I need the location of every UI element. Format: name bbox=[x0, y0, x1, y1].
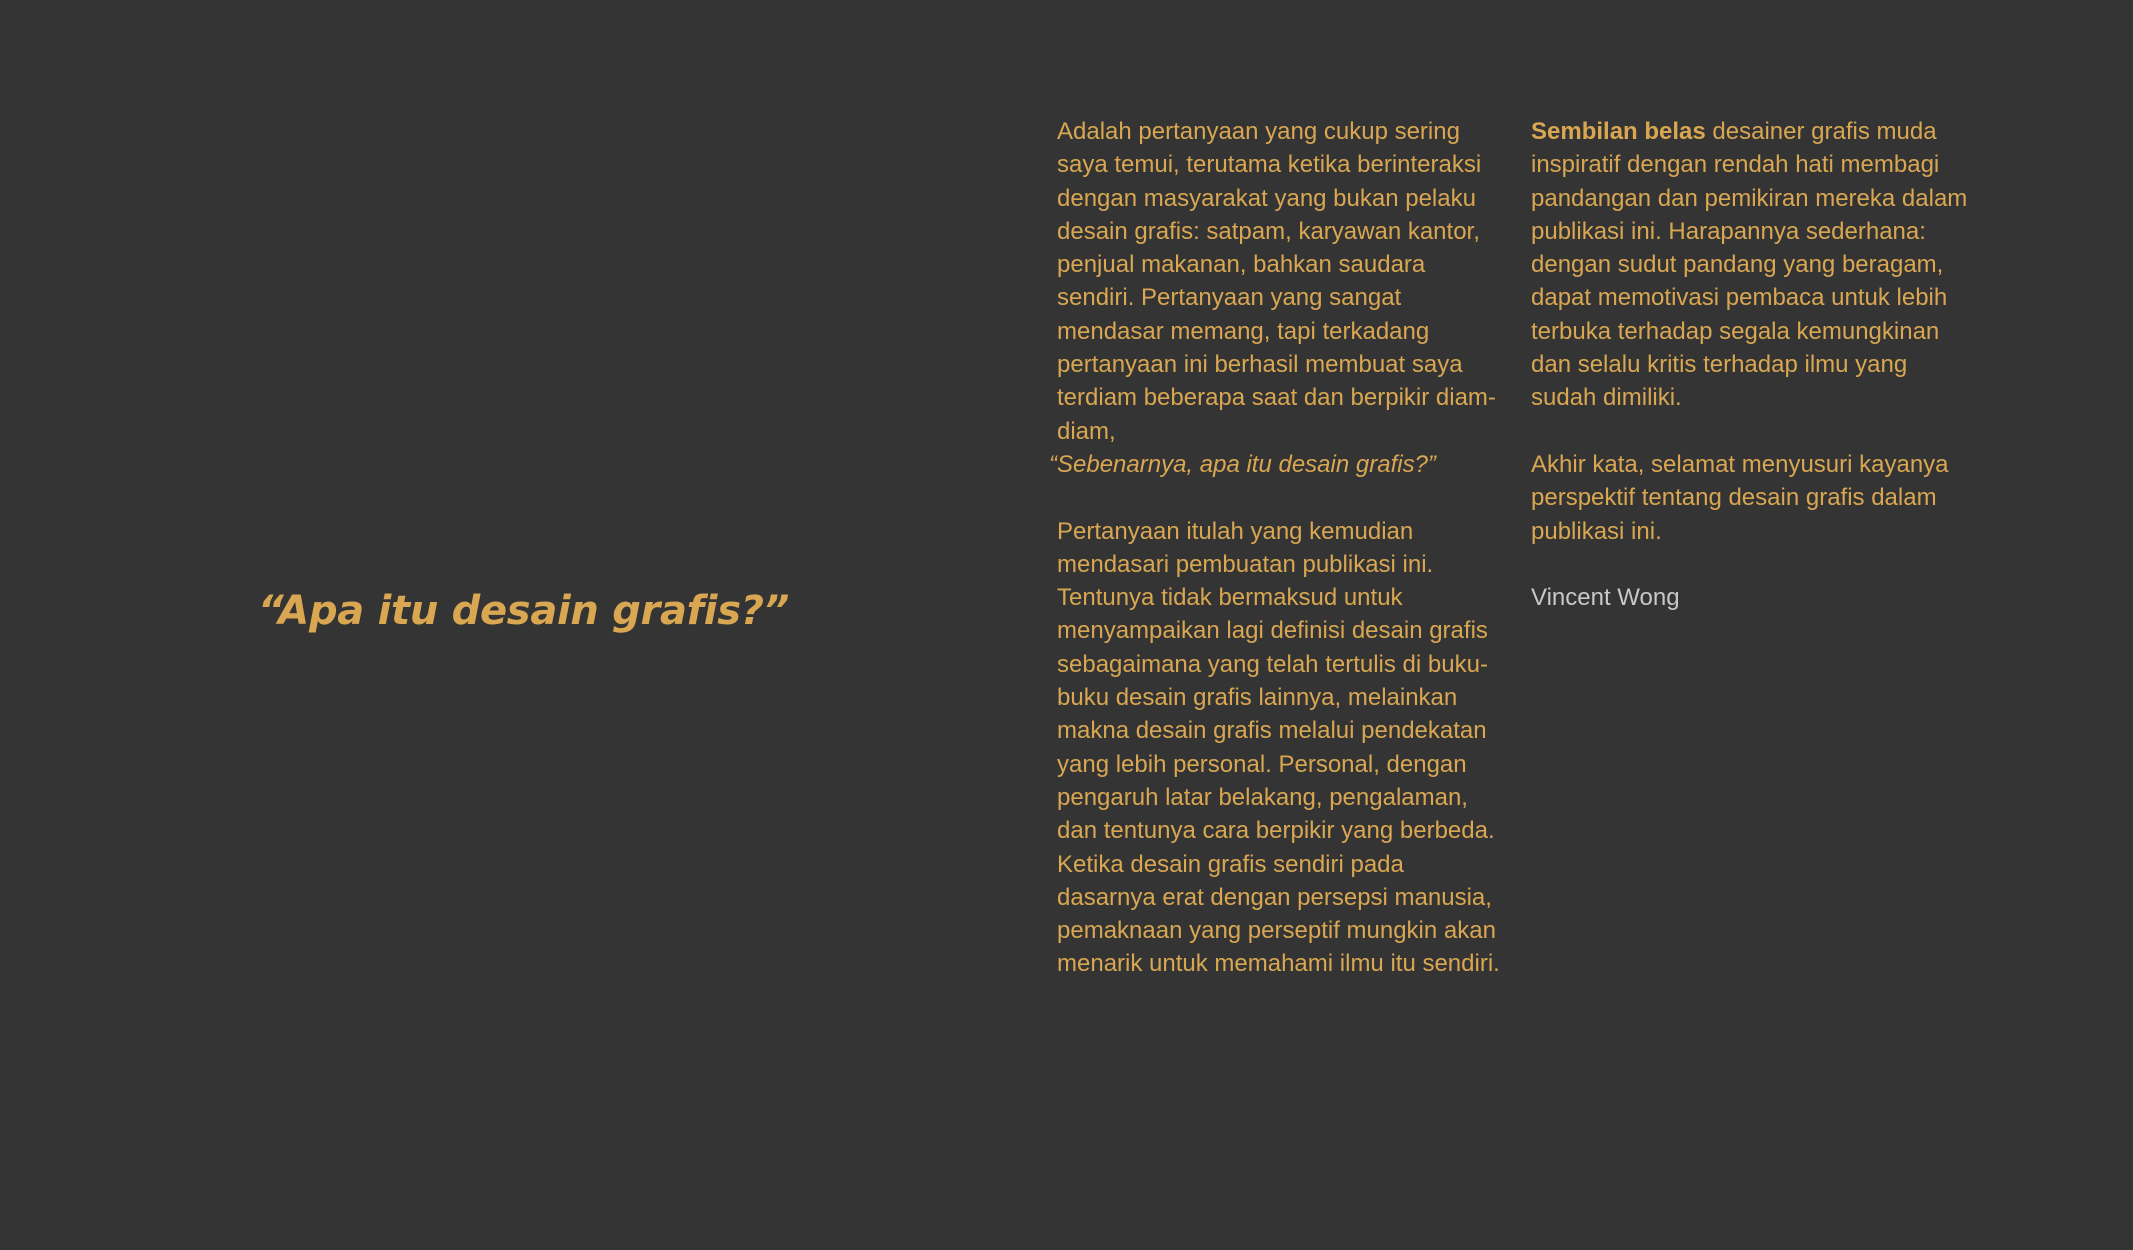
author-signature: Vincent Wong bbox=[1531, 584, 1680, 612]
intro-inline-quote: “Sebenarnya, apa itu desain grafis?” bbox=[1049, 450, 1436, 478]
intro-column-right bbox=[1531, 115, 1976, 614]
intro-paragraph-4: Akhir kata, selamat menyusuri kayanya perspektif tentang desain grafis dalam publikasi ini. bbox=[1531, 450, 1949, 545]
intro-paragraph-1 bbox=[1049, 115, 1502, 481]
headline-quote: “Apa itu desain grafis?” bbox=[258, 588, 790, 634]
intro-column-left bbox=[1049, 115, 1502, 1014]
intro-paragraph-3-bold-lead: Sembilan belas bbox=[1531, 118, 1706, 145]
intro-paragraph-2: Pertanyaan itulah yang kemudian mendasari pembuatan publikasi ini. Tentunya tidak bermaksud untuk menyampaikan lagi definisi desain grafis sebagaimana yang telah tertulis di buku-buku desain grafis lainnya, melainkan makna desain grafis melalui pendekatan yang lebih personal. Personal, dengan pengaruh latar belakang, pengalaman, dan tentunya cara berpikir yang berbeda. Ketika desain grafis sendiri pada dasarnya erat dengan persepsi manusia, pemaknaan yang perseptif mungkin akan menarik untuk memahami ilmu itu sendiri. bbox=[1057, 517, 1500, 978]
intro-paragraph-3 bbox=[1531, 115, 1976, 415]
intro-paragraph-3-text: desainer grafis muda inspiratif dengan rendah hati membagi pandangan dan pemikiran mereka dalam publikasi ini. Harapannya sederhana: dengan sudut pandang yang beragam, dapat memotivasi pembaca untuk lebih terbuka terhadap segala kemungkinan dan selalu kritis terhadap ilmu yang sudah dimiliki. bbox=[1531, 118, 1968, 412]
intro-paragraph-1-text: Adalah pertanyaan yang cukup sering saya temui, terutama ketika berinteraksi dengan masyarakat yang bukan pelaku desain grafis: satpam, karyawan kantor, penjual makanan, bahkan saudara sendiri. Pertanyaan yang sangat mendasar memang, tapi terkadang pertanyaan ini berhasil membuat saya terdiam beberapa saat dan berpikir diam-diam, bbox=[1057, 118, 1496, 445]
